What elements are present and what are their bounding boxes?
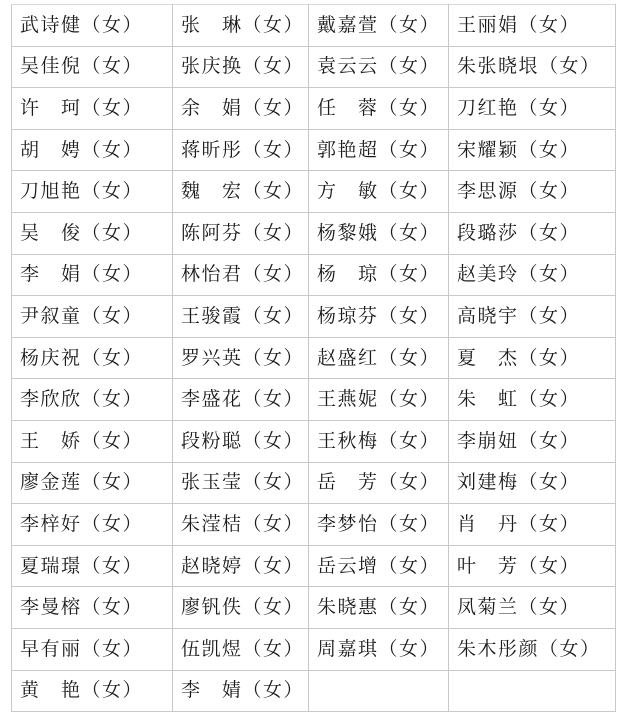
name-text: 黄 艳（女） bbox=[20, 679, 144, 702]
name-cell bbox=[12, 337, 173, 379]
table-row bbox=[12, 212, 616, 254]
name-text: 杨庆祝（女） bbox=[20, 346, 144, 369]
name-text: 李盛花（女） bbox=[181, 388, 305, 411]
table-row bbox=[12, 420, 616, 462]
name-text: 叶 芳（女） bbox=[457, 554, 581, 577]
name-cell bbox=[309, 504, 449, 546]
name-cell bbox=[449, 254, 616, 296]
table-row bbox=[12, 88, 616, 130]
name-cell bbox=[173, 545, 309, 587]
name-text: 蒋昕彤（女） bbox=[181, 138, 305, 161]
name-cell bbox=[449, 171, 616, 213]
name-table-body bbox=[12, 5, 616, 712]
name-cell bbox=[449, 545, 616, 587]
name-text: 李崩妞（女） bbox=[457, 429, 581, 452]
name-text: 伍凯煜（女） bbox=[181, 637, 305, 660]
name-cell bbox=[12, 88, 173, 130]
name-cell bbox=[449, 379, 616, 421]
name-cell bbox=[173, 670, 309, 712]
name-cell bbox=[449, 628, 616, 670]
name-cell bbox=[309, 462, 449, 504]
name-text: 李 娟（女） bbox=[20, 263, 144, 286]
name-text: 罗兴英（女） bbox=[181, 346, 305, 369]
name-text: 袁云云（女） bbox=[317, 55, 441, 78]
name-text: 任 蓉（女） bbox=[317, 96, 441, 119]
name-text: 赵盛红（女） bbox=[317, 346, 441, 369]
name-text: 尹叙童（女） bbox=[20, 304, 144, 327]
name-cell bbox=[173, 420, 309, 462]
name-text: 许 珂（女） bbox=[20, 96, 144, 119]
name-cell bbox=[449, 462, 616, 504]
name-text: 廖钒佚（女） bbox=[181, 596, 305, 619]
name-text: 李欣欣（女） bbox=[20, 388, 144, 411]
name-cell bbox=[173, 5, 309, 47]
name-text: 岳 芳（女） bbox=[317, 471, 441, 494]
name-cell bbox=[12, 504, 173, 546]
name-cell bbox=[449, 129, 616, 171]
name-text: 早有丽（女） bbox=[20, 637, 144, 660]
name-cell bbox=[12, 171, 173, 213]
table-row bbox=[12, 628, 616, 670]
name-cell bbox=[12, 670, 173, 712]
name-text: 肖 丹（女） bbox=[457, 512, 581, 535]
name-text: 段璐莎（女） bbox=[457, 221, 581, 244]
name-text: 李梓好（女） bbox=[20, 512, 144, 535]
name-cell bbox=[309, 88, 449, 130]
name-cell bbox=[12, 628, 173, 670]
name-cell bbox=[309, 129, 449, 171]
name-cell bbox=[449, 504, 616, 546]
name-text: 周嘉琪（女） bbox=[317, 637, 441, 660]
table-row bbox=[12, 254, 616, 296]
name-cell bbox=[12, 545, 173, 587]
name-cell bbox=[173, 171, 309, 213]
name-text: 刘建梅（女） bbox=[457, 471, 581, 494]
table-row bbox=[12, 504, 616, 546]
name-text: 夏 杰（女） bbox=[457, 346, 581, 369]
name-cell bbox=[173, 462, 309, 504]
name-cell bbox=[173, 587, 309, 629]
name-text: 王 娇（女） bbox=[20, 429, 144, 452]
name-text: 段粉聪（女） bbox=[181, 429, 305, 452]
name-cell bbox=[12, 379, 173, 421]
name-text: 朱张晓垠（女） bbox=[457, 55, 601, 78]
name-cell bbox=[12, 420, 173, 462]
name-text: 李思源（女） bbox=[457, 180, 581, 203]
table-row bbox=[12, 670, 616, 712]
name-cell bbox=[12, 296, 173, 338]
name-text: 王秋梅（女） bbox=[317, 429, 441, 452]
name-cell bbox=[309, 628, 449, 670]
name-text: 廖金莲（女） bbox=[20, 471, 144, 494]
name-cell bbox=[12, 254, 173, 296]
name-cell bbox=[449, 420, 616, 462]
name-cell bbox=[449, 587, 616, 629]
name-cell bbox=[173, 296, 309, 338]
name-text: 杨琼芬（女） bbox=[317, 304, 441, 327]
name-text: 魏 宏（女） bbox=[181, 180, 305, 203]
name-text: 刀旭艳（女） bbox=[20, 180, 144, 203]
name-text: 方 敏（女） bbox=[317, 180, 441, 203]
table-row bbox=[12, 171, 616, 213]
name-cell bbox=[309, 337, 449, 379]
name-cell bbox=[309, 296, 449, 338]
name-cell bbox=[309, 46, 449, 88]
name-text: 张庆换（女） bbox=[181, 55, 305, 78]
name-cell bbox=[449, 337, 616, 379]
name-cell bbox=[173, 628, 309, 670]
name-cell bbox=[309, 379, 449, 421]
name-text: 凤菊兰（女） bbox=[457, 596, 581, 619]
name-text: 张玉莹（女） bbox=[181, 471, 305, 494]
name-text: 王燕妮（女） bbox=[317, 388, 441, 411]
name-text: 刀红艳（女） bbox=[457, 96, 581, 119]
name-cell bbox=[449, 46, 616, 88]
name-cell bbox=[309, 670, 449, 712]
name-text: 戴嘉萱（女） bbox=[317, 13, 441, 36]
name-cell bbox=[309, 254, 449, 296]
name-cell bbox=[173, 46, 309, 88]
table-row bbox=[12, 379, 616, 421]
name-text: 陈阿芬（女） bbox=[181, 221, 305, 244]
name-text: 赵美玲（女） bbox=[457, 263, 581, 286]
name-text: 胡 娉（女） bbox=[20, 138, 144, 161]
name-cell bbox=[12, 129, 173, 171]
name-cell bbox=[12, 46, 173, 88]
name-cell bbox=[309, 420, 449, 462]
name-cell bbox=[309, 587, 449, 629]
name-text: 张 琳（女） bbox=[181, 13, 305, 36]
name-text: 朱滢桔（女） bbox=[181, 512, 305, 535]
table-row bbox=[12, 296, 616, 338]
name-table bbox=[11, 4, 616, 712]
name-text: 高晓宇（女） bbox=[457, 304, 581, 327]
name-cell bbox=[12, 212, 173, 254]
name-text: 李梦怡（女） bbox=[317, 512, 441, 535]
name-cell bbox=[173, 337, 309, 379]
name-text: 王骏霞（女） bbox=[181, 304, 305, 327]
name-cell bbox=[12, 587, 173, 629]
table-row bbox=[12, 545, 616, 587]
name-cell bbox=[309, 212, 449, 254]
name-cell bbox=[173, 504, 309, 546]
table-row bbox=[12, 46, 616, 88]
name-text: 赵晓婷（女） bbox=[181, 554, 305, 577]
name-text: 岳云增（女） bbox=[317, 554, 441, 577]
name-text: 武诗健（女） bbox=[20, 13, 144, 36]
name-text: 宋耀颖（女） bbox=[457, 138, 581, 161]
table-row bbox=[12, 5, 616, 47]
name-text: 吴佳倪（女） bbox=[20, 55, 144, 78]
name-cell bbox=[449, 212, 616, 254]
name-cell bbox=[449, 5, 616, 47]
name-cell bbox=[309, 5, 449, 47]
name-text: 朱 虹（女） bbox=[457, 388, 581, 411]
name-text: 吴 俊（女） bbox=[20, 221, 144, 244]
name-cell bbox=[12, 5, 173, 47]
name-cell bbox=[449, 296, 616, 338]
name-text: 林怡君（女） bbox=[181, 263, 305, 286]
name-cell bbox=[449, 670, 616, 712]
name-text: 杨黎娥（女） bbox=[317, 221, 441, 244]
table-row bbox=[12, 129, 616, 171]
name-cell bbox=[173, 212, 309, 254]
name-cell bbox=[173, 129, 309, 171]
table-row bbox=[12, 337, 616, 379]
name-cell bbox=[449, 88, 616, 130]
name-cell bbox=[12, 462, 173, 504]
table-row bbox=[12, 587, 616, 629]
name-text: 杨 琼（女） bbox=[317, 263, 441, 286]
name-text: 朱木彤颜（女） bbox=[457, 637, 601, 660]
document-page bbox=[11, 4, 615, 712]
name-text: 余 娟（女） bbox=[181, 96, 305, 119]
name-cell bbox=[173, 254, 309, 296]
name-cell bbox=[309, 545, 449, 587]
name-cell bbox=[173, 379, 309, 421]
name-text: 王丽娟（女） bbox=[457, 13, 581, 36]
name-text: 郭艳超（女） bbox=[317, 138, 441, 161]
name-cell bbox=[173, 88, 309, 130]
name-text: 李 婧（女） bbox=[181, 679, 305, 702]
name-text: 李曼榕（女） bbox=[20, 596, 144, 619]
name-cell bbox=[309, 171, 449, 213]
name-text: 朱晓惠（女） bbox=[317, 596, 441, 619]
table-row bbox=[12, 462, 616, 504]
name-text: 夏瑞璟（女） bbox=[20, 554, 144, 577]
